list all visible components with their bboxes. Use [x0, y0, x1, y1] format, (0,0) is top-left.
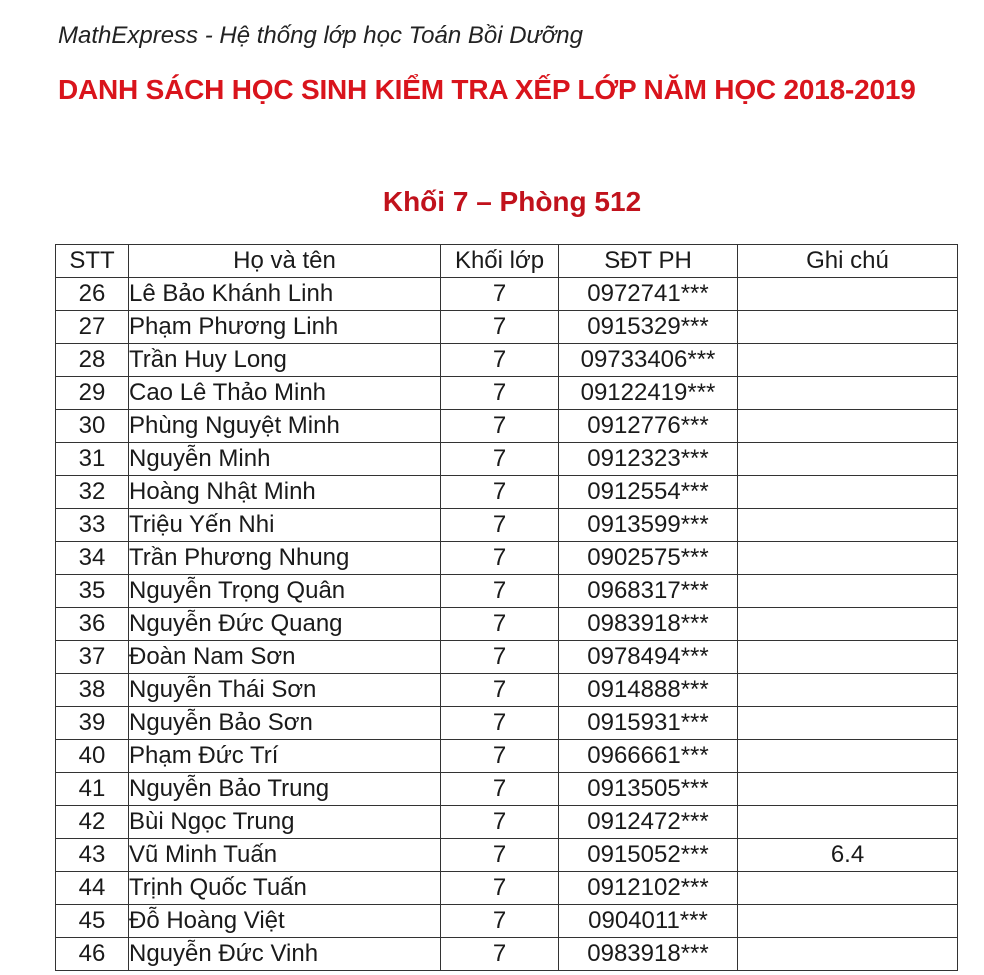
cell-grade: 7	[441, 410, 559, 443]
table-row	[56, 872, 958, 905]
cell-note	[738, 773, 958, 806]
cell-stt: 37	[56, 641, 129, 674]
cell-name: Đỗ Hoàng Việt	[129, 905, 441, 938]
cell-stt: 40	[56, 740, 129, 773]
cell-grade: 7	[441, 344, 559, 377]
cell-grade: 7	[441, 773, 559, 806]
cell-note	[738, 641, 958, 674]
cell-grade: 7	[441, 839, 559, 872]
cell-name: Nguyễn Trọng Quân	[129, 575, 441, 608]
cell-name: Nguyễn Minh	[129, 443, 441, 476]
cell-name: Nguyễn Bảo Sơn	[129, 707, 441, 740]
cell-note	[738, 542, 958, 575]
cell-phone: 0914888***	[559, 674, 738, 707]
table-row	[56, 476, 958, 509]
cell-name: Đoàn Nam Sơn	[129, 641, 441, 674]
cell-name: Cao Lê Thảo Minh	[129, 377, 441, 410]
table-row	[56, 608, 958, 641]
cell-phone: 0904011***	[559, 905, 738, 938]
cell-note	[738, 740, 958, 773]
column-header-name: Họ và tên	[129, 245, 441, 278]
cell-name: Trần Huy Long	[129, 344, 441, 377]
table-header-row	[56, 245, 958, 278]
table-row	[56, 641, 958, 674]
cell-grade: 7	[441, 905, 559, 938]
table-row	[56, 740, 958, 773]
table-row	[56, 278, 958, 311]
cell-note: 6.4	[738, 839, 958, 872]
cell-phone: 0978494***	[559, 641, 738, 674]
cell-name: Phạm Phương Linh	[129, 311, 441, 344]
column-header-grade: Khối lớp	[441, 245, 559, 278]
cell-stt: 35	[56, 575, 129, 608]
cell-phone: 0913505***	[559, 773, 738, 806]
cell-stt: 41	[56, 773, 129, 806]
cell-grade: 7	[441, 872, 559, 905]
cell-phone: 09122419***	[559, 377, 738, 410]
section-title: Khối 7 – Phòng 512	[382, 186, 642, 217]
cell-phone: 0912472***	[559, 806, 738, 839]
cell-grade: 7	[441, 938, 559, 971]
cell-grade: 7	[441, 311, 559, 344]
cell-grade: 7	[441, 278, 559, 311]
cell-phone: 0915931***	[559, 707, 738, 740]
cell-note	[738, 410, 958, 443]
cell-note	[738, 509, 958, 542]
cell-phone: 0983918***	[559, 608, 738, 641]
cell-name: Hoàng Nhật Minh	[129, 476, 441, 509]
column-header-phone: SĐT PH	[559, 245, 738, 278]
cell-name: Nguyễn Bảo Trung	[129, 773, 441, 806]
column-header-note: Ghi chú	[738, 245, 958, 278]
cell-grade: 7	[441, 443, 559, 476]
table-row	[56, 905, 958, 938]
cell-grade: 7	[441, 575, 559, 608]
document-title: DANH SÁCH HỌC SINH KIỂM TRA XẾP LỚP NĂM HỌC 2018-2019	[58, 74, 916, 105]
cell-note	[738, 872, 958, 905]
cell-stt: 42	[56, 806, 129, 839]
cell-grade: 7	[441, 542, 559, 575]
cell-note	[738, 806, 958, 839]
cell-grade: 7	[441, 509, 559, 542]
cell-stt: 27	[56, 311, 129, 344]
cell-note	[738, 938, 958, 971]
cell-stt: 36	[56, 608, 129, 641]
cell-note	[738, 476, 958, 509]
column-header-stt: STT	[56, 245, 129, 278]
table-row	[56, 575, 958, 608]
cell-grade: 7	[441, 707, 559, 740]
cell-stt: 38	[56, 674, 129, 707]
cell-stt: 39	[56, 707, 129, 740]
cell-stt: 29	[56, 377, 129, 410]
table-row	[56, 443, 958, 476]
cell-grade: 7	[441, 608, 559, 641]
cell-phone: 0912554***	[559, 476, 738, 509]
cell-stt: 28	[56, 344, 129, 377]
table-row	[56, 707, 958, 740]
cell-grade: 7	[441, 740, 559, 773]
cell-grade: 7	[441, 377, 559, 410]
cell-phone: 0902575***	[559, 542, 738, 575]
cell-phone: 0912323***	[559, 443, 738, 476]
cell-phone: 0968317***	[559, 575, 738, 608]
cell-phone: 0912102***	[559, 872, 738, 905]
table-row	[56, 311, 958, 344]
table-row	[56, 674, 958, 707]
cell-phone: 0972741***	[559, 278, 738, 311]
cell-note	[738, 278, 958, 311]
cell-name: Phạm Đức Trí	[129, 740, 441, 773]
cell-name: Bùi Ngọc Trung	[129, 806, 441, 839]
cell-name: Triệu Yến Nhi	[129, 509, 441, 542]
table-row	[56, 773, 958, 806]
cell-note	[738, 311, 958, 344]
table-row	[56, 938, 958, 971]
student-table	[55, 244, 958, 971]
cell-phone: 09733406***	[559, 344, 738, 377]
cell-note	[738, 905, 958, 938]
cell-stt: 43	[56, 839, 129, 872]
cell-grade: 7	[441, 476, 559, 509]
cell-note	[738, 443, 958, 476]
cell-stt: 46	[56, 938, 129, 971]
cell-phone: 0983918***	[559, 938, 738, 971]
cell-note	[738, 608, 958, 641]
table-row	[56, 377, 958, 410]
cell-grade: 7	[441, 641, 559, 674]
cell-note	[738, 674, 958, 707]
table-row	[56, 806, 958, 839]
cell-name: Vũ Minh Tuấn	[129, 839, 441, 872]
cell-phone: 0913599***	[559, 509, 738, 542]
cell-stt: 32	[56, 476, 129, 509]
cell-name: Lê Bảo Khánh Linh	[129, 278, 441, 311]
cell-stt: 33	[56, 509, 129, 542]
cell-grade: 7	[441, 674, 559, 707]
table-row	[56, 839, 958, 872]
document-subtitle: MathExpress - Hệ thống lớp học Toán Bồi Dưỡng	[58, 22, 583, 49]
cell-stt: 45	[56, 905, 129, 938]
cell-name: Trần Phương Nhung	[129, 542, 441, 575]
cell-stt: 44	[56, 872, 129, 905]
cell-phone: 0912776***	[559, 410, 738, 443]
cell-note	[738, 377, 958, 410]
cell-name: Trịnh Quốc Tuấn	[129, 872, 441, 905]
table-row	[56, 542, 958, 575]
cell-note	[738, 575, 958, 608]
cell-stt: 30	[56, 410, 129, 443]
table-row	[56, 344, 958, 377]
cell-stt: 31	[56, 443, 129, 476]
cell-note	[738, 344, 958, 377]
cell-name: Phùng Nguyệt Minh	[129, 410, 441, 443]
cell-grade: 7	[441, 806, 559, 839]
cell-note	[738, 707, 958, 740]
cell-phone: 0915329***	[559, 311, 738, 344]
cell-name: Nguyễn Đức Vinh	[129, 938, 441, 971]
cell-name: Nguyễn Đức Quang	[129, 608, 441, 641]
cell-stt: 26	[56, 278, 129, 311]
cell-phone: 0915052***	[559, 839, 738, 872]
table-row	[56, 509, 958, 542]
cell-name: Nguyễn Thái Sơn	[129, 674, 441, 707]
cell-stt: 34	[56, 542, 129, 575]
cell-phone: 0966661***	[559, 740, 738, 773]
table-row	[56, 410, 958, 443]
